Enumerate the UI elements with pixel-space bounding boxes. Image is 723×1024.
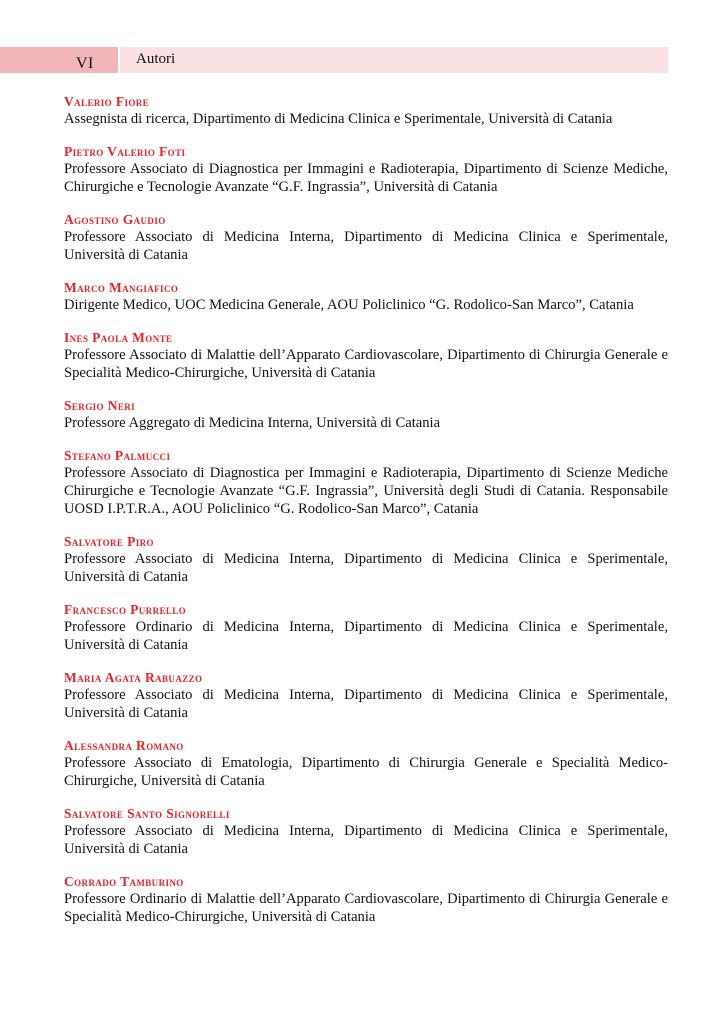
author-affiliation: Professore Associato di Medicina Interna, Dipartimento di Medicina Clinica e Sperimentale, Università di Catania xyxy=(64,823,668,857)
running-header xyxy=(0,47,668,73)
author-affiliation: Professore Associato di Medicina Interna, Dipartimento di Medicina Clinica e Sperimentale, Università di Catania xyxy=(64,551,668,585)
page-number: VI xyxy=(76,55,94,72)
author-entry xyxy=(64,601,668,654)
author-entry xyxy=(64,211,668,264)
author-entry xyxy=(64,397,668,432)
header-page-band xyxy=(0,47,118,73)
header-title-band xyxy=(120,47,668,73)
author-entry xyxy=(64,279,668,314)
author-name: Corrado Tamburino xyxy=(64,874,184,889)
author-entry xyxy=(64,737,668,790)
author-affiliation: Professore Associato di Ematologia, Dipartimento di Chirurgia Generale e Specialità Medico-Chirurgiche, Università di Catania xyxy=(64,755,668,789)
author-name: Francesco Purrello xyxy=(64,602,187,617)
author-entry xyxy=(64,93,668,128)
author-entry xyxy=(64,669,668,722)
author-entry xyxy=(64,873,668,926)
author-entry xyxy=(64,533,668,586)
author-affiliation: Professore Associato di Medicina Interna, Dipartimento di Medicina Clinica e Sperimentale, Università di Catania xyxy=(64,687,668,721)
author-name: Ines Paola Monte xyxy=(64,330,173,345)
author-name: Agostino Gaudio xyxy=(64,212,166,227)
author-entry xyxy=(64,447,668,518)
author-name: Salvatore Santo Signorelli xyxy=(64,806,230,821)
author-affiliation: Assegnista di ricerca, Dipartimento di Medicina Clinica e Sperimentale, Università di Catania xyxy=(64,111,613,127)
author-entry xyxy=(64,805,668,858)
author-name: Stefano Palmucci xyxy=(64,448,171,463)
author-affiliation: Professore Aggregato di Medicina Interna, Università di Catania xyxy=(64,415,441,431)
author-name: Salvatore Piro xyxy=(64,534,154,549)
author-name: Sergio Neri xyxy=(64,398,136,413)
author-name: Marco Mangiafico xyxy=(64,280,179,295)
author-entry xyxy=(64,329,668,382)
author-affiliation: Professore Associato di Diagnostica per Immagini e Radioterapia, Dipartimento di Scienze Mediche Chirurgiche e Tecnologie Avanzate “G.F. Ingrassia”, Università degli Studi di Catania. Responsabile UOSD I.P.T.R.A., AOU Policlinico “G. Rodolico-San Marco”, Catania xyxy=(64,465,668,517)
author-name: Pietro Valerio Foti xyxy=(64,144,186,159)
author-affiliation: Professore Ordinario di Medicina Interna, Dipartimento di Medicina Clinica e Sperimentale, Università di Catania xyxy=(64,619,668,653)
author-entry xyxy=(64,143,668,196)
author-affiliation: Dirigente Medico, UOC Medicina Generale, AOU Policlinico “G. Rodolico-San Marco”, Catania xyxy=(64,297,634,313)
author-name: Alessandra Romano xyxy=(64,738,184,753)
running-title: Autori xyxy=(136,51,176,67)
author-name: Maria Agata Rabuazzo xyxy=(64,670,203,685)
author-name: Valerio Fiore xyxy=(64,94,150,109)
author-affiliation: Professore Associato di Medicina Interna, Dipartimento di Medicina Clinica e Sperimentale, Università di Catania xyxy=(64,229,668,263)
author-affiliation: Professore Associato di Diagnostica per Immagini e Radioterapia, Dipartimento di Scienze Mediche, Chirurgiche e Tecnologie Avanzate “G.F. Ingrassia”, Università di Catania xyxy=(64,161,668,195)
author-list xyxy=(64,93,668,941)
author-affiliation: Professore Associato di Malattie dell’Apparato Cardiovascolare, Dipartimento di Chirurgia Generale e Specialità Medico-Chirurgiche, Università di Catania xyxy=(64,347,668,381)
author-affiliation: Professore Ordinario di Malattie dell’Apparato Cardiovascolare, Dipartimento di Chirurgia Generale e Specialità Medico-Chirurgiche, Università di Catania xyxy=(64,891,668,925)
